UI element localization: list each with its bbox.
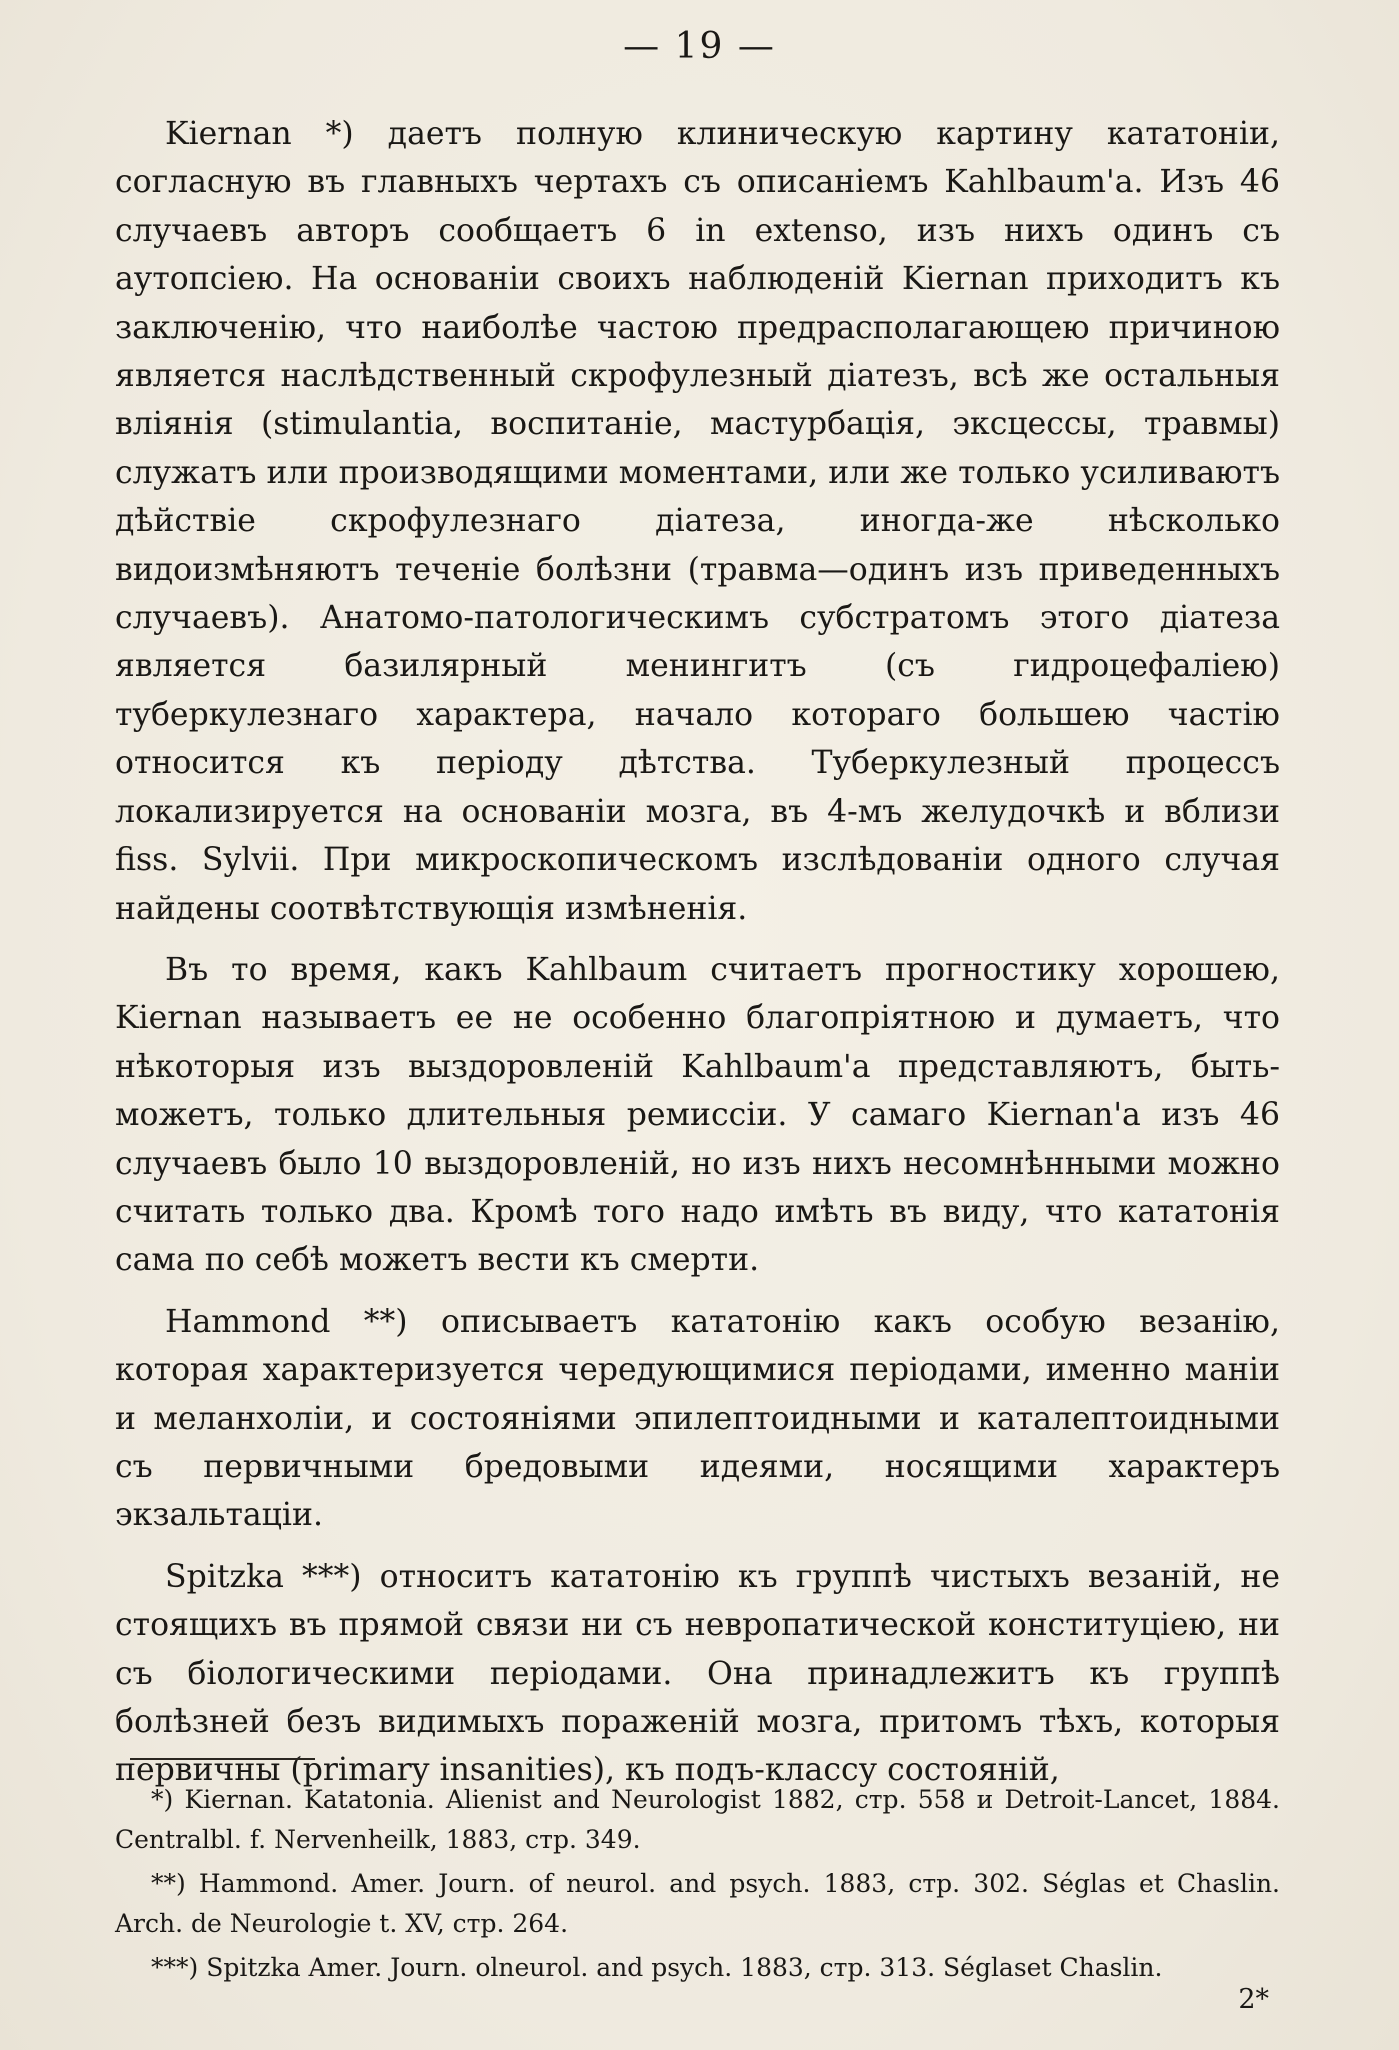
paragraph-prognosis: Въ то время, какъ Kahlbaum считаетъ прогностику хорошею, Kiernan называетъ ее не особенно благопріятною и думаетъ, что нѣкоторыя изъ выздоровленій Kahlbaum'a представляютъ, быть-можетъ, только длительныя ремиссіи. У самаго Kiernan'a изъ 46 случаевъ было 10 выздоровленій, но изъ нихъ несомнѣнными можно считать только два. Кромѣ того надо имѣть въ виду, что кататонія сама по себѣ можетъ вести къ смерти. <box>115 951 1280 1279</box>
paragraph-hammond: Hammond **) описываетъ кататонію какъ особую везанію, которая характеризуется чередующимися періодами, именно маніи и меланхоліи, и состояніями эпилептоидными и каталептоидными съ первичными бредовыми идеями, носящими характеръ экзальтаціи. <box>115 1303 1280 1534</box>
paragraph-spitzka: Spitzka ***) относитъ кататонію къ группѣ чистыхъ везаній, не стоящихъ въ прямой связи ни съ невропатической конституціею, ни съ біологическими періодами. Она принадлежитъ къ группѣ болѣзней безъ видимыхъ пораженій мозга, притомъ тѣхъ, которыя первичны (primary insanities), къ подъ-классу состояній, <box>115 1558 1280 1789</box>
footnotes <box>115 1780 1280 1992</box>
footnote-spitzka: ***) Spitzka Amer. Journ. olneurol. and psych. 1883, стр. 313. Séglaset Chaslin. <box>151 1953 1163 1982</box>
footnote-kiernan: *) Kiernan. Katatonia. Alienist and Neurologist 1882, стр. 558 и Detroit-Lancet, 1884. Centralbl. f. Nervenheilk, 1883, стр. 349. <box>115 1785 1280 1854</box>
main-text <box>115 110 1280 1808</box>
signature-mark: 2* <box>1238 1984 1269 2015</box>
footnote-hammond: **) Hammond. Amer. Journ. of neurol. and psych. 1883, стр. 302. Séglas et Chaslin. Arch. de Neurologie t. XV, стр. 264. <box>115 1869 1280 1938</box>
footnote-divider <box>130 1758 315 1760</box>
page-number: — 19 — <box>623 26 776 67</box>
paragraph-kiernan: Kiernan *) даетъ полную клиническую картину кататоніи, согласную въ главныхъ чертахъ съ описаніемъ Kahlbaum'a. Изъ 46 случаевъ авторъ сообщаетъ 6 in extenso, изъ нихъ одинъ съ аутопсіею. На основаніи своихъ наблюденій Kiernan приходитъ къ заключенію, что наиболѣе частою предрасполагающею причиною является наслѣдственный скрофулезный діатезъ, всѣ же остальныя вліянія (stimulantia, воспитаніе, мастурбація, эксцессы, травмы) служатъ или производящими моментами, или же только усиливаютъ дѣйствіе скрофулезнаго діатеза, иногда-же нѣсколько видоизмѣняютъ теченіе болѣзни (травма—одинъ изъ приведенныхъ случаевъ). Анатомо-патологическимъ субстратомъ этого діатеза является базилярный менингитъ (съ гидроцефаліею) туберкулезнаго характера, начало котораго большею частію относится къ періоду дѣтства. Туберкулезный процессъ локализируется на основаніи мозга, въ 4-мъ желудочкѣ и вблизи fiss. Sylvii. При микроскопическомъ изслѣдованіи одного случая найдены соотвѣтствующія измѣненія. <box>115 116 1280 927</box>
